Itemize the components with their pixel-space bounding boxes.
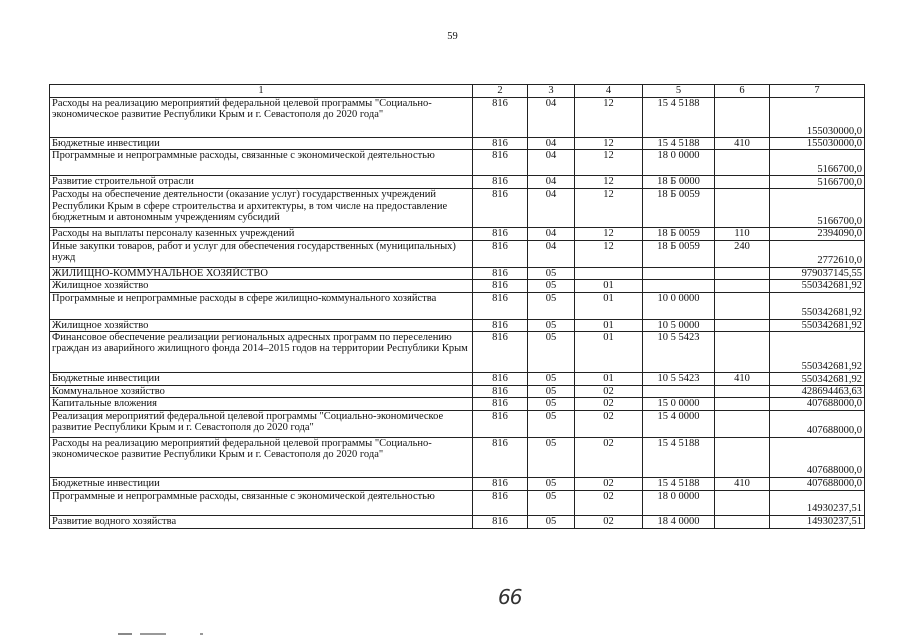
row-section: 05	[528, 332, 575, 373]
row-section: 05	[528, 373, 575, 386]
row-subsection: 01	[575, 373, 643, 386]
header-col-3: 3	[528, 85, 575, 98]
row-section: 05	[528, 490, 575, 515]
row-subsection: 02	[575, 490, 643, 515]
row-amount: 2394090,0	[770, 228, 865, 240]
row-grbs: 816	[473, 319, 528, 331]
row-section: 05	[528, 267, 575, 279]
row-target-article: 15 4 5188	[643, 98, 715, 138]
row-target-article: 18 4 0000	[643, 515, 715, 528]
row-amount: 5166700,0	[770, 189, 865, 228]
row-section: 04	[528, 150, 575, 176]
handwritten-page-number: 66	[498, 585, 522, 609]
row-subsection: 12	[575, 176, 643, 189]
row-amount: 407688000,0	[770, 410, 865, 437]
row-amount: 550342681,92	[770, 332, 865, 373]
row-section: 04	[528, 189, 575, 228]
row-grbs: 816	[473, 490, 528, 515]
row-grbs: 816	[473, 150, 528, 176]
row-expense-type	[715, 319, 770, 331]
row-amount: 155030000,0	[770, 138, 865, 150]
row-amount: 407688000,0	[770, 437, 865, 477]
row-expense-type: 410	[715, 477, 770, 490]
row-name: Реализация мероприятий федеральной целевой программы "Социально-экономическое развитие Республики Крым и г. Севастополя до 2020 года"	[50, 410, 473, 437]
row-subsection: 02	[575, 437, 643, 477]
row-subsection: 12	[575, 138, 643, 150]
row-amount: 155030000,0	[770, 98, 865, 138]
header-col-1: 1	[50, 85, 473, 98]
row-expense-type	[715, 386, 770, 398]
row-name: Расходы на обеспечение деятельности (оказание услуг) государственных учреждений Республики Крым в сфере строительства и архитектуры, в том числе на предоставление бюджетным и автономным учреждениям субсидий	[50, 189, 473, 228]
row-grbs: 816	[473, 228, 528, 240]
row-expense-type	[715, 332, 770, 373]
header-col-2: 2	[473, 85, 528, 98]
header-col-5: 5	[643, 85, 715, 98]
row-section: 05	[528, 280, 575, 292]
page-number: 59	[447, 31, 458, 42]
row-name: Жилищное хозяйство	[50, 319, 473, 331]
table-row	[50, 386, 865, 398]
row-target-article: 10 0 0000	[643, 292, 715, 319]
row-subsection: 01	[575, 292, 643, 319]
row-amount: 407688000,0	[770, 477, 865, 490]
row-expense-type	[715, 437, 770, 477]
row-section: 05	[528, 410, 575, 437]
table-row	[50, 410, 865, 437]
table-row	[50, 373, 865, 386]
row-grbs: 816	[473, 267, 528, 279]
budget-table	[49, 84, 865, 529]
row-name: Развитие водного хозяйства	[50, 515, 473, 528]
scan-artifact-marks	[118, 631, 228, 637]
row-section: 04	[528, 98, 575, 138]
row-name: Расходы на реализацию мероприятий федеральной целевой программы "Социально-экономическое развитие Республики Крым и г. Севастополя до 2020 года"	[50, 437, 473, 477]
row-subsection: 02	[575, 410, 643, 437]
row-name: Финансовое обеспечение реализации региональных адресных программ по переселению граждан из аварийного жилищного фонда 2014–2015 годов на территории Республики Крым	[50, 332, 473, 373]
table-row	[50, 477, 865, 490]
row-expense-type	[715, 490, 770, 515]
row-section: 05	[528, 398, 575, 410]
row-expense-type	[715, 398, 770, 410]
row-grbs: 816	[473, 386, 528, 398]
row-section: 05	[528, 386, 575, 398]
table-row	[50, 138, 865, 150]
table-row	[50, 189, 865, 228]
row-amount: 979037145,55	[770, 267, 865, 279]
row-subsection: 02	[575, 386, 643, 398]
row-amount: 407688000,0	[770, 398, 865, 410]
row-name: ЖИЛИЩНО-КОММУНАЛЬНОЕ ХОЗЯЙСТВО	[50, 267, 473, 279]
table-row	[50, 292, 865, 319]
table-row	[50, 437, 865, 477]
row-expense-type	[715, 150, 770, 176]
row-expense-type	[715, 515, 770, 528]
row-name: Иные закупки товаров, работ и услуг для обеспечения государственных (муниципальных) нужд	[50, 240, 473, 267]
row-subsection: 12	[575, 189, 643, 228]
row-subsection: 12	[575, 240, 643, 267]
table-row	[50, 228, 865, 240]
row-expense-type	[715, 410, 770, 437]
row-subsection: 12	[575, 228, 643, 240]
row-target-article	[643, 267, 715, 279]
row-name: Бюджетные инвестиции	[50, 477, 473, 490]
row-target-article: 10 5 5423	[643, 373, 715, 386]
row-section: 05	[528, 477, 575, 490]
row-grbs: 816	[473, 240, 528, 267]
table-header-row	[50, 85, 865, 98]
row-amount: 5166700,0	[770, 176, 865, 189]
row-subsection: 12	[575, 150, 643, 176]
table-row	[50, 280, 865, 292]
row-target-article: 15 4 5188	[643, 477, 715, 490]
row-subsection	[575, 267, 643, 279]
row-grbs: 816	[473, 292, 528, 319]
row-subsection: 02	[575, 398, 643, 410]
row-target-article: 18 Б 0059	[643, 189, 715, 228]
row-grbs: 816	[473, 98, 528, 138]
row-expense-type	[715, 176, 770, 189]
table-row	[50, 332, 865, 373]
row-grbs: 816	[473, 176, 528, 189]
row-subsection: 01	[575, 280, 643, 292]
row-name: Расходы на выплаты персоналу казенных учреждений	[50, 228, 473, 240]
row-grbs: 816	[473, 332, 528, 373]
table-row	[50, 319, 865, 331]
row-target-article: 15 4 5188	[643, 437, 715, 477]
row-target-article: 15 0 0000	[643, 398, 715, 410]
row-grbs: 816	[473, 373, 528, 386]
row-name: Развитие строительной отрасли	[50, 176, 473, 189]
row-section: 05	[528, 515, 575, 528]
row-target-article: 18 0 0000	[643, 150, 715, 176]
row-name: Программные и непрограммные расходы в сфере жилищно-коммунального хозяйства	[50, 292, 473, 319]
row-name: Жилищное хозяйство	[50, 280, 473, 292]
row-target-article: 15 4 0000	[643, 410, 715, 437]
row-target-article	[643, 386, 715, 398]
row-target-article: 18 Б 0059	[643, 240, 715, 267]
table-row	[50, 515, 865, 528]
row-expense-type: 110	[715, 228, 770, 240]
row-expense-type	[715, 98, 770, 138]
table-row	[50, 98, 865, 138]
table-row	[50, 398, 865, 410]
row-expense-type: 240	[715, 240, 770, 267]
row-grbs: 816	[473, 477, 528, 490]
row-expense-type	[715, 189, 770, 228]
row-grbs: 816	[473, 138, 528, 150]
row-amount: 550342681,92	[770, 319, 865, 331]
row-section: 05	[528, 437, 575, 477]
row-target-article: 18 Б 0000	[643, 176, 715, 189]
header-col-7: 7	[770, 85, 865, 98]
table-row	[50, 490, 865, 515]
table-row	[50, 150, 865, 176]
row-amount: 428694463,63	[770, 386, 865, 398]
row-section: 04	[528, 228, 575, 240]
row-amount: 14930237,51	[770, 515, 865, 528]
row-name: Программные и непрограммные расходы, связанные с экономической деятельностью	[50, 150, 473, 176]
row-amount: 550342681,92	[770, 292, 865, 319]
row-grbs: 816	[473, 410, 528, 437]
row-target-article: 18 0 0000	[643, 490, 715, 515]
row-section: 05	[528, 292, 575, 319]
row-grbs: 816	[473, 515, 528, 528]
row-expense-type	[715, 267, 770, 279]
row-amount: 2772610,0	[770, 240, 865, 267]
row-section: 04	[528, 176, 575, 189]
row-amount: 14930237,51	[770, 490, 865, 515]
row-amount: 550342681,92	[770, 373, 865, 386]
row-amount: 5166700,0	[770, 150, 865, 176]
row-name: Программные и непрограммные расходы, связанные с экономической деятельностью	[50, 490, 473, 515]
row-target-article: 10 5 0000	[643, 319, 715, 331]
row-name: Коммунальное хозяйство	[50, 386, 473, 398]
row-grbs: 816	[473, 398, 528, 410]
row-target-article: 10 5 5423	[643, 332, 715, 373]
row-target-article	[643, 280, 715, 292]
row-name: Бюджетные инвестиции	[50, 138, 473, 150]
row-subsection: 01	[575, 332, 643, 373]
row-grbs: 816	[473, 280, 528, 292]
row-name: Расходы на реализацию мероприятий федеральной целевой программы "Социально-экономическое развитие Республики Крым и г. Севастополя до 2020 года"	[50, 98, 473, 138]
row-subsection: 02	[575, 515, 643, 528]
row-target-article: 15 4 5188	[643, 138, 715, 150]
row-name: Бюджетные инвестиции	[50, 373, 473, 386]
row-grbs: 816	[473, 189, 528, 228]
row-expense-type	[715, 280, 770, 292]
table-row	[50, 240, 865, 267]
row-expense-type: 410	[715, 138, 770, 150]
table-row	[50, 176, 865, 189]
row-subsection: 12	[575, 98, 643, 138]
row-amount: 550342681,92	[770, 280, 865, 292]
row-subsection: 01	[575, 319, 643, 331]
row-expense-type	[715, 292, 770, 319]
row-section: 05	[528, 319, 575, 331]
header-col-4: 4	[575, 85, 643, 98]
row-grbs: 816	[473, 437, 528, 477]
row-expense-type: 410	[715, 373, 770, 386]
header-col-6: 6	[715, 85, 770, 98]
row-name: Капитальные вложения	[50, 398, 473, 410]
table-row	[50, 267, 865, 279]
row-target-article: 18 Б 0059	[643, 228, 715, 240]
row-section: 04	[528, 138, 575, 150]
row-subsection: 02	[575, 477, 643, 490]
row-section: 04	[528, 240, 575, 267]
